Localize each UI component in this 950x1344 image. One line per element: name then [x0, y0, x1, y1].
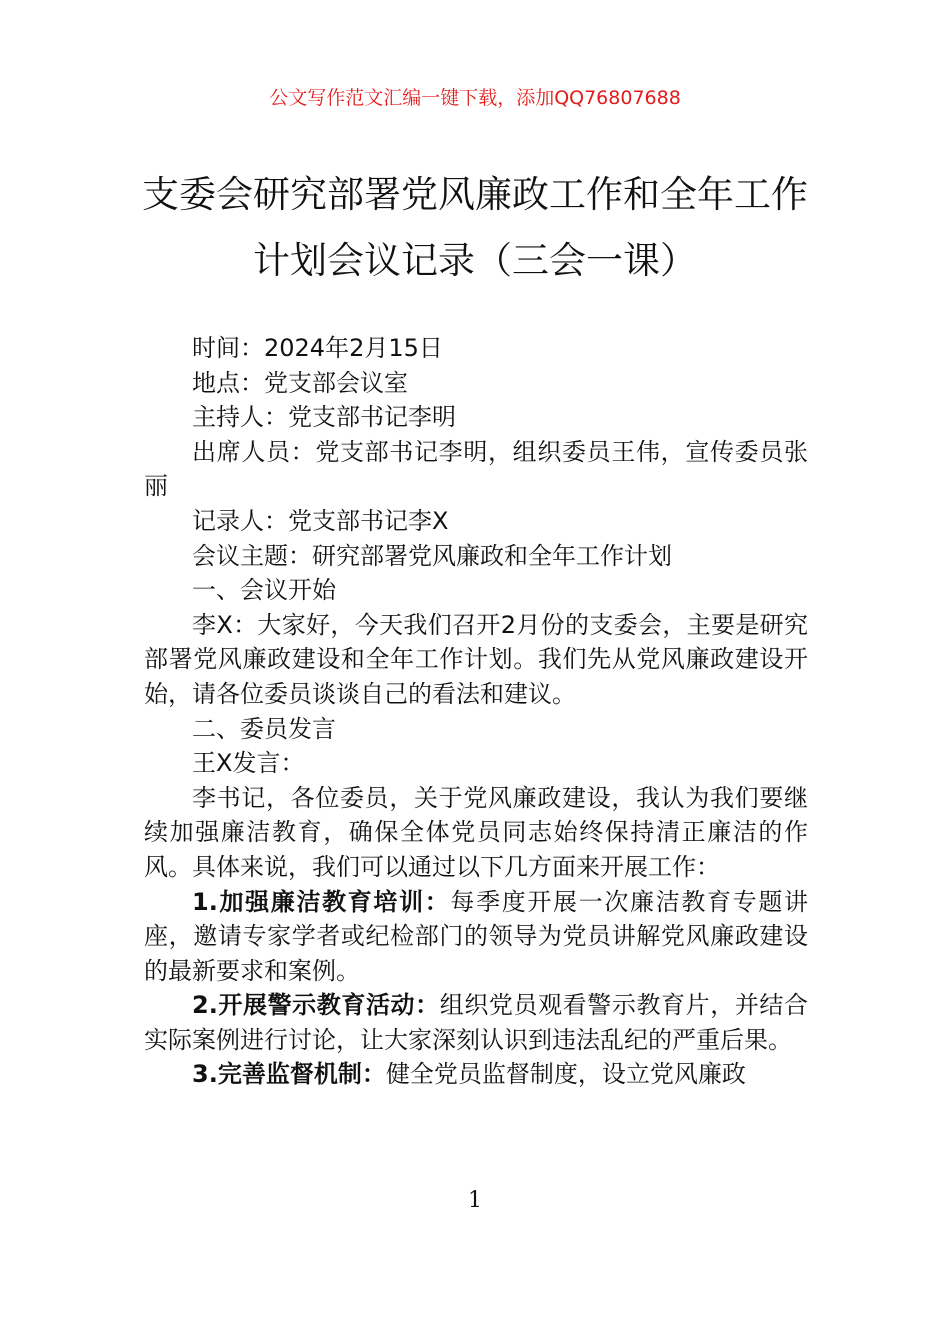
list-item-text: 组织党员观看警示教育片，并结合实际案例进行讨论，让大家深刻认识到违法乱纪的严重后果。	[144, 991, 809, 1054]
list-item-label: 3.完善监督机制：	[192, 1060, 386, 1089]
page-number: 1	[468, 1188, 482, 1213]
list-item-text: 每季度开展一次廉洁教育专题讲座，邀请专家学者或纪检部门的领导为党员讲解党风廉政建设的最新要求和案例。	[144, 887, 808, 985]
meta-place: 地点：党支部会议室	[192, 368, 408, 397]
document-body	[144, 331, 808, 1092]
list-item	[144, 1057, 808, 1092]
meta-host: 主持人：党支部书记李明	[192, 403, 456, 432]
list-item	[144, 885, 808, 989]
meta-recorder: 记录人：党支部书记李X	[192, 506, 449, 535]
list-item	[144, 988, 808, 1057]
section-heading-1: 一、会议开始	[192, 576, 336, 605]
document-title-line-1: 支委会研究部署党风廉政工作和全年工作	[142, 173, 808, 216]
list-item-label: 2.开展警示教育活动：	[192, 991, 440, 1020]
list-item-label: 1.加强廉洁教育培训：	[192, 887, 451, 916]
document-title-line-2: 计划会议记录（三会一课）	[253, 239, 697, 282]
meta-time: 时间：2024年2月15日	[192, 334, 443, 362]
meta-attendees: 出席人员：党支部书记李明，组织委员王伟，宣传委员张丽	[144, 437, 808, 501]
speaker-label: 王X发言：	[192, 749, 305, 778]
section-heading-2: 二、委员发言	[192, 714, 336, 743]
meta-topic: 会议主题：研究部署党风廉政和全年工作计划	[192, 541, 672, 570]
speech-intro: 李书记，各位委员，关于党风廉政建设，我认为我们要继续加强廉洁教育，确保全体党员同志始终保持清正廉洁的作风。具体来说，我们可以通过以下几方面来开展工作：	[144, 783, 808, 881]
opening-speech: 李X：大家好，今天我们召开2月份的支委会，主要是研究部署党风廉政建设和全年工作计划。我们先从党风廉政建设开始，请各位委员谈谈自己的看法和建议。	[144, 610, 808, 708]
list-item-text: 健全党员监督制度，设立党风廉政	[385, 1060, 746, 1089]
watermark-banner: 公文写作范文汇编一键下载，添加QQ76807688	[269, 87, 681, 109]
